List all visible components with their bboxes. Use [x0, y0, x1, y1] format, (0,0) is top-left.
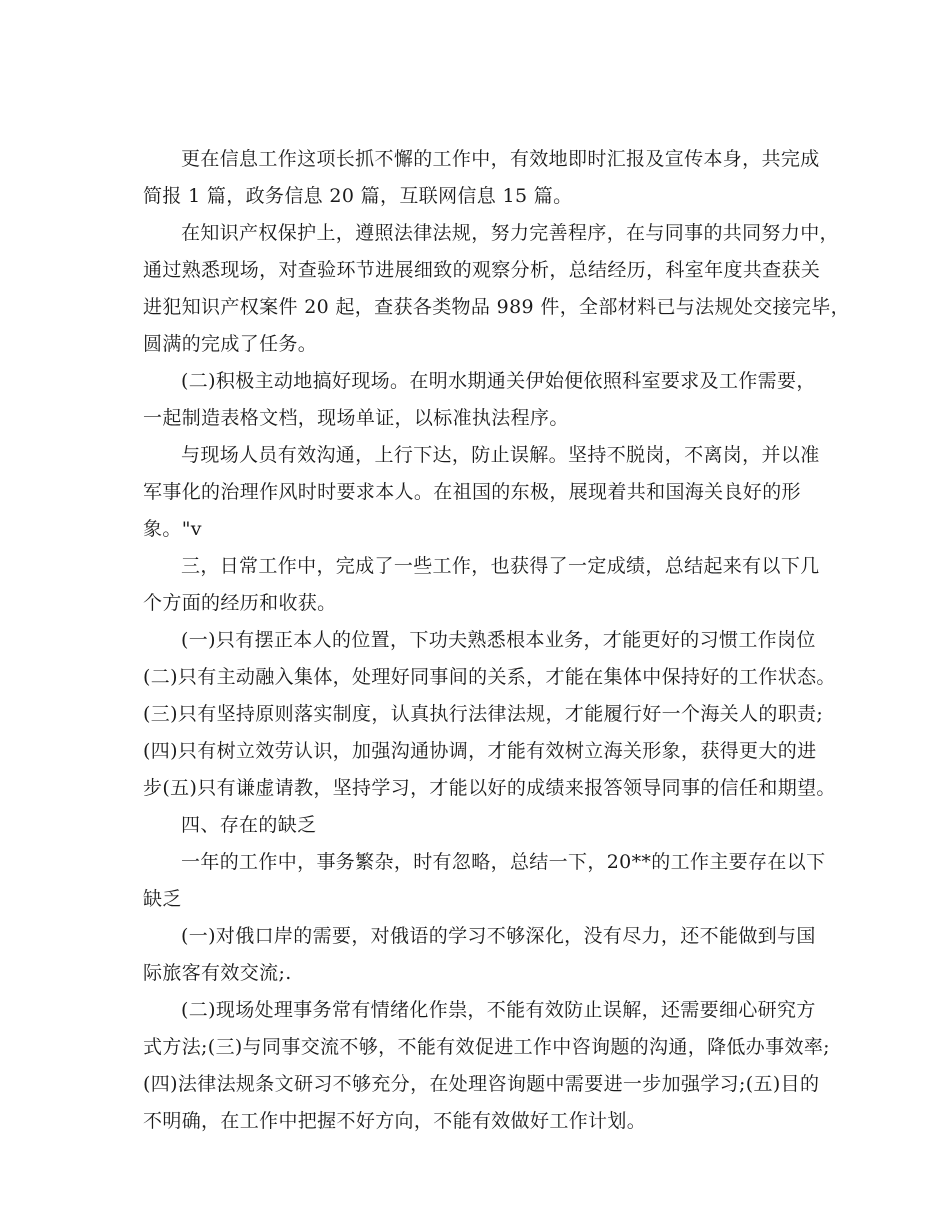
section-heading: 四、存在的缺乏 — [181, 814, 317, 836]
paragraph-line: 个方面的经历和收获。 — [143, 592, 337, 614]
paragraph-line: 军事化的治理作风时时要求本人。在祖国的东极，展现着共和国海关良好的形 — [143, 481, 801, 503]
section-heading: 三，日常工作中，完成了一些工作，也获得了一定成绩，总结起来有以下几 — [181, 555, 820, 577]
paragraph-line: 简报 1 篇，政务信息 20 篇，互联网信息 15 篇。 — [143, 185, 573, 207]
list-item: (二)只有主动融入集体，处理好同事间的关系，才能在集体中保持好的工作状态。 — [143, 666, 836, 688]
list-item: 际旅客有效交流;. — [143, 962, 292, 984]
paragraph-line: 一起制造表格文档，现场单证，以标准执法程序。 — [143, 407, 569, 429]
list-item: (一)只有摆正本人的位置，下功夫熟悉根本业务，才能更好的习惯工作岗位 — [181, 629, 816, 651]
list-item: 式方法;(三)与同事交流不够，不能有效促进工作中咨询题的沟通，降低办事效率; — [143, 1036, 830, 1058]
paragraph-line: 缺乏 — [143, 888, 182, 910]
paragraph-line: 与现场人员有效沟通，上行下达，防止误解。坚持不脱岗，不离岗，并以准 — [181, 444, 820, 466]
paragraph-line: 通过熟悉现场，对查验环节进展细致的观察分析，总结经历，科室年度共查获关 — [143, 259, 821, 281]
list-item: (四)只有树立效劳认识，加强沟通协调，才能有效树立海关形象，获得更大的进 — [143, 740, 817, 762]
paragraph-line: 一年的工作中，事务繁杂，时有忽略，总结一下，20**的工作主要存在以下 — [181, 851, 826, 873]
paragraph-line: 圆满的完成了任务。 — [143, 333, 318, 355]
paragraph-line: 进犯知识产权案件 20 起，查获各类物品 989 件，全部材料已与法规处交接完毕， — [143, 296, 850, 318]
list-item: (二)现场处理事务常有情绪化作祟，不能有效防止误解，还需要细心研究方 — [181, 999, 816, 1021]
paragraph-line: 象。"v — [143, 518, 202, 540]
paragraph-line: 在知识产权保护上，遵照法律法规，努力完善程序，在与同事的共同努力中， — [181, 222, 839, 244]
list-item: (四)法律法规条文研习不够充分，在处理咨询题中需要进一步加强学习;(五)目的 — [143, 1073, 820, 1095]
list-item: 步(五)只有谦虚请教，坚持学习，才能以好的成绩来报答领导同事的信任和期望。 — [143, 777, 836, 799]
list-item: (一)对俄口岸的需要，对俄语的学习不够深化，没有尽力，还不能做到与国 — [181, 925, 816, 947]
list-item: 不明确，在工作中把握不好方向，不能有效做好工作计划。 — [143, 1110, 647, 1132]
paragraph-line: (二)积极主动地搞好现场。在明水期通关伊始便依照科室要求及工作需要， — [181, 370, 816, 392]
paragraph-line: 更在信息工作这项长抓不懈的工作中，有效地即时汇报及宣传本身，共完成 — [181, 148, 820, 170]
list-item: (三)只有坚持原则落实制度，认真执行法律法规，才能履行好一个海关人的职责; — [143, 703, 824, 725]
